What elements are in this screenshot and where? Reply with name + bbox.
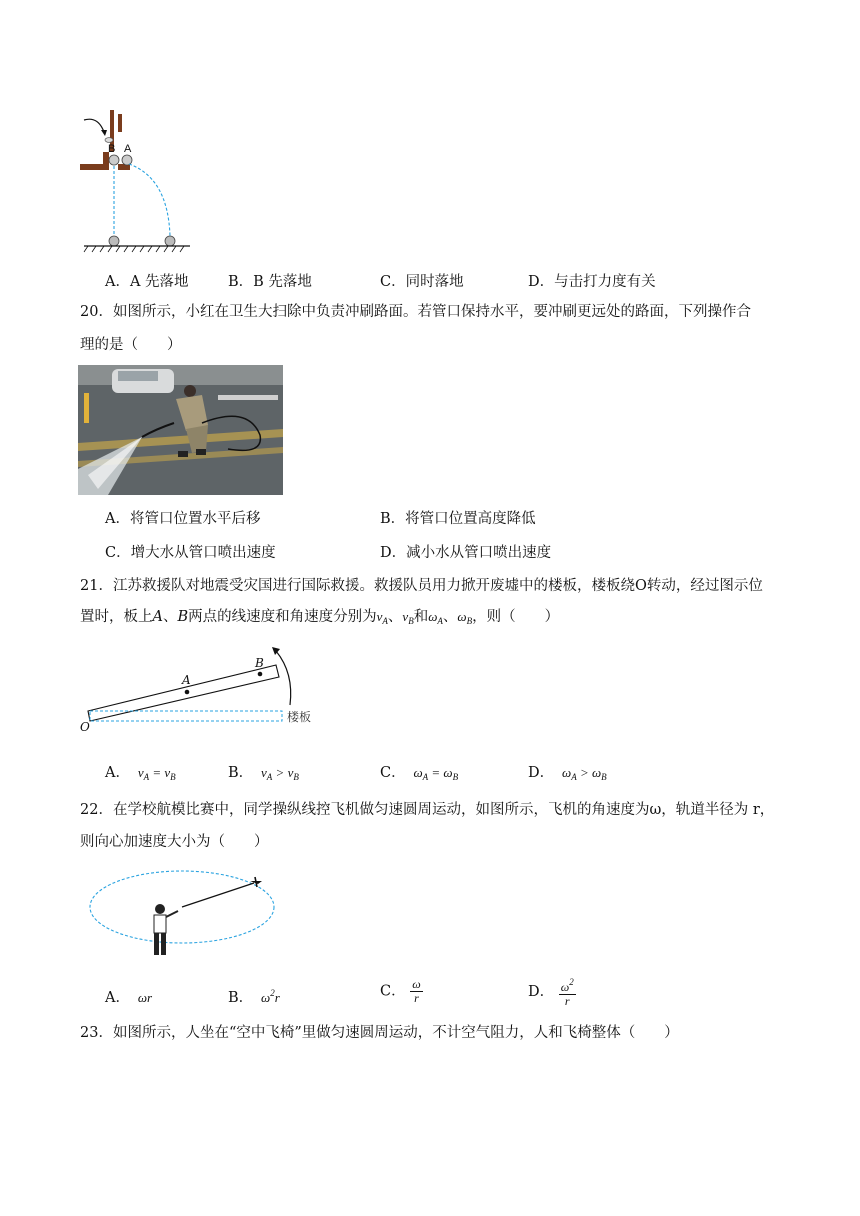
q20-stem-line2: 理的是（ ） (80, 337, 182, 353)
q21-option-b (228, 761, 299, 782)
q21-option-a (105, 761, 176, 782)
q21-stem-point-a: A (152, 609, 163, 625)
q21-option-a-letter: A． (105, 765, 130, 781)
q22-stem-line1: 22．在学校航模比赛中，同学操纵线控飞机做匀速圆周运动，如图所示，飞机的角速度为ω，轨道半径为 r， (80, 802, 775, 818)
q21-option-a-formula: $v_A = v_B$ (134, 765, 176, 782)
q22-option-a (105, 986, 152, 1007)
q21-stem-sep: 、 (162, 609, 178, 625)
q22-option-c-letter: C． (380, 983, 406, 1000)
q22-option-c-fraction: $\frac{\omega}{r}$ (412, 977, 421, 1005)
q21-stem-va: $v_A$ (376, 609, 388, 626)
q21-stem-point-b: B (177, 609, 189, 625)
q21-label-a: A (182, 673, 191, 687)
q21-stem-line2: 置时，板上A、B两点的线速度和角速度分别为$v_A$、$v_B$和$\omega_A$、$\omega_B$，则（ ） (80, 609, 560, 626)
q21-label-o: O (80, 720, 90, 734)
q19-figure (76, 108, 196, 258)
q21-figure (76, 645, 336, 740)
q21-label-board: 楼板 (287, 710, 312, 724)
q22-figure (86, 865, 281, 965)
q22-option-c (380, 978, 423, 1005)
q21-stem-text-f: 和 (413, 609, 429, 625)
q21-stem-vb: $v_B$ (402, 609, 414, 626)
q22-option-b-letter: B． (228, 990, 254, 1006)
q21-stem-text-a: 置时，板上 (80, 609, 153, 625)
q21-stem-text-e: 两点的线速度和角速度分别为 (188, 609, 377, 625)
q22-option-d (528, 976, 576, 1008)
q21-option-d (528, 761, 607, 782)
q21-option-c-letter: C． (380, 765, 406, 781)
q21-stem-line1: 21．江苏救援队对地震受灾国进行国际救援。救援队员用力掀开废墟中的楼板，楼板绕O转动，经过图示位 (80, 578, 763, 594)
q20-option-c: C．增大水从管口喷出速度 (105, 545, 276, 561)
q19-option-a: A．A 先落地 (105, 274, 189, 290)
q21-option-d-formula: $\omega_A > \omega_B$ (558, 765, 607, 782)
q21-stem-wb: $\omega_B$ (457, 609, 473, 626)
q22-option-b (228, 986, 280, 1007)
q21-option-b-formula: $v_A > v_B$ (257, 765, 299, 782)
q21-option-d-letter: D． (528, 765, 555, 781)
q19-option-b: B．B 先落地 (228, 274, 312, 290)
q20-stem-line1: 20．如图所示，小红在卫生大扫除中负责冲刷路面。若管口保持水平，要冲刷更远处的路面，下列操作合 (80, 304, 751, 320)
q20-option-a: A．将管口位置水平后移 (105, 511, 261, 527)
q20-option-d: D．减小水从管口喷出速度 (380, 545, 552, 561)
q21-option-b-letter: B． (228, 765, 254, 781)
q21-option-c (380, 761, 458, 782)
q22-option-d-fraction: $\frac{\omega^2}{r}$ (560, 977, 574, 1008)
q21-stem-wa: $\omega_A$ (428, 609, 443, 626)
q22-option-d-letter: D． (528, 984, 555, 1000)
q20-photo (78, 365, 283, 495)
q21-label-b: B (255, 656, 264, 670)
q21-option-c-formula: $\omega_A = \omega_B$ (410, 765, 459, 782)
q22-option-a-letter: A． (105, 990, 130, 1006)
q21-stem-text-g: ，则（ ） (472, 609, 560, 625)
q19-option-c: C．同时落地 (380, 274, 464, 290)
q19-option-d: D．与击打力度有关 (528, 274, 656, 290)
q19-label-b: B (108, 143, 116, 155)
q22-option-a-formula: ωr (134, 990, 153, 1005)
q20-option-b: B．将管口位置高度降低 (380, 511, 536, 527)
q19-label-a: A (124, 143, 132, 155)
q23-stem-line1: 23．如图所示，人坐在“空中飞椅”里做匀速圆周运动，不计空气阻力，人和飞椅整体（ ） (80, 1025, 679, 1041)
q22-option-b-formula: $\omega^2r$ (257, 988, 280, 1005)
q22-stem-line2: 则向心加速度大小为（ ） (80, 834, 269, 850)
